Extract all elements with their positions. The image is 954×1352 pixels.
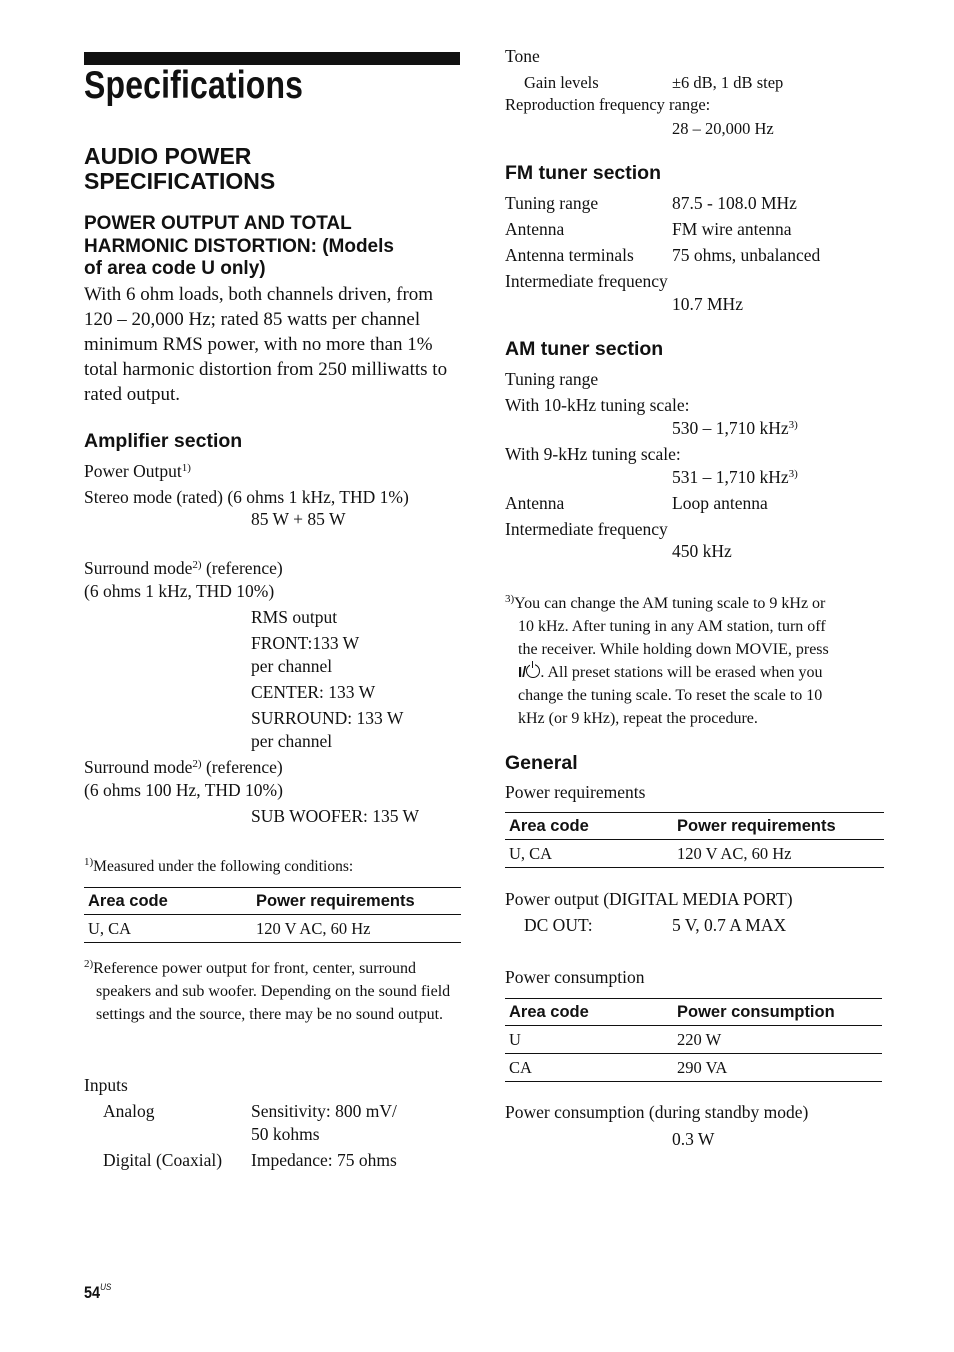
reproduction-range-value: 28 – 20,000 Hz <box>672 119 774 138</box>
table-row <box>505 840 884 868</box>
table-cell-power-consumption: 220 W <box>673 1026 882 1054</box>
table-cell-power-requirements: 120 V AC, 60 Hz <box>252 915 461 943</box>
page-title: Specifications <box>84 64 304 107</box>
am-9khz-scale-label: With 9-kHz tuning scale: <box>505 444 681 464</box>
stereo-mode-value: 85 W + 85 W <box>251 509 346 529</box>
table-header-area-code: Area code <box>84 888 252 915</box>
table-header-row <box>505 813 884 840</box>
am-if-label: Intermediate frequency <box>505 519 668 539</box>
rms-output-label: RMS output <box>251 607 338 627</box>
analog-label: Analog <box>103 1101 155 1121</box>
table-header-power-consumption: Power consumption <box>673 999 882 1026</box>
audio-power-paragraph: With 6 ohm loads, both channels driven, from 120 – 20,000 Hz; rated 85 watts per channel minimum RMS power, with no more than 1% total harmonic distortion from 250 milliwatts to rated output. <box>84 284 448 405</box>
dc-out-label: DC OUT: <box>524 915 593 935</box>
power-requirements-table <box>505 812 884 868</box>
table-header-row <box>505 999 882 1026</box>
audio-power-heading: AUDIO POWER SPECIFICATIONS <box>84 143 276 194</box>
power-icon <box>526 664 540 678</box>
table-cell-area-code: CA <box>505 1054 673 1082</box>
am-10khz-scale-value: 530 – 1,710 kHz$^{3)}$ <box>672 418 798 438</box>
surround-mode-2-condition: (6 ohms 100 Hz, THD 10%) <box>84 780 283 800</box>
fm-antenna-terminals-value: 75 ohms, unbalanced <box>672 245 821 265</box>
power-requirements-label: Power requirements <box>505 782 646 802</box>
fm-if-label: Intermediate frequency <box>505 271 668 291</box>
power-output-subheading: POWER OUTPUT AND TOTAL HARMONIC DISTORTION: (Models of area code U only) <box>84 213 394 279</box>
footnote-1: $^{1)}$Measured under the following conditions: <box>84 856 354 875</box>
table-header-row <box>84 888 461 915</box>
fm-antenna-value: FM wire antenna <box>672 219 792 239</box>
power-output-label: Power Output$^{1)}$ <box>84 461 191 481</box>
standby-consumption-value: 0.3 W <box>672 1129 715 1149</box>
subwoofer-value: SUB WOOFER: 135 W <box>251 806 420 826</box>
power-output-dmp-label: Power output (DIGITAL MEDIA PORT) <box>505 889 793 909</box>
am-antenna-value: Loop antenna <box>672 493 768 513</box>
center-value: CENTER: 133 W <box>251 682 376 702</box>
stereo-mode-label: Stereo mode (rated) (6 ohms 1 kHz, THD 1%) <box>84 487 409 507</box>
front-value: FRONT:133 W <box>251 633 360 653</box>
digital-coaxial-value: Impedance: 75 ohms <box>251 1150 397 1170</box>
table-header-power-requirements: Power requirements <box>673 813 884 840</box>
table-row <box>84 915 461 943</box>
surround-mode-1-label: Surround mode$^{2)}$ (reference) <box>84 558 283 578</box>
power-consumption-table <box>505 998 882 1082</box>
power-consumption-label: Power consumption <box>505 967 645 987</box>
tone-label: Tone <box>505 46 540 66</box>
fm-antenna-terminals-label: Antenna terminals <box>505 245 634 265</box>
table-cell-area-code: U, CA <box>505 840 673 868</box>
standby-consumption-label: Power consumption (during standby mode) <box>505 1102 809 1122</box>
fm-tuner-heading: FM tuner section <box>505 162 662 184</box>
table-header-area-code: Area code <box>505 813 673 840</box>
am-tuner-heading: AM tuner section <box>505 338 664 360</box>
table-cell-area-code: U <box>505 1026 673 1054</box>
amplifier-heading: Amplifier section <box>84 430 243 452</box>
table-header-area-code: Area code <box>505 999 673 1026</box>
dc-out-value: 5 V, 0.7 A MAX <box>672 915 787 935</box>
footnote-3: $^{3)}$You can change the AM tuning scale to 9 kHz or 10 kHz. After tuning in any AM station, turn off the receiver. While holding down MOVIE, press I/ . All preset stations will be erased when you change the tuning scale. To reset the scale to 10 kHz (or 9 kHz), repeat the procedure. <box>505 593 829 727</box>
digital-coaxial-label: Digital (Coaxial) <box>103 1150 223 1170</box>
analog-value-2: 50 kohms <box>251 1124 320 1144</box>
am-9khz-scale-value: 531 – 1,710 kHz$^{3)}$ <box>672 467 798 487</box>
front-per-channel: per channel <box>251 656 333 676</box>
am-tuning-range-label: Tuning range <box>505 369 599 389</box>
reproduction-range-label: Reproduction frequency range: <box>505 95 711 114</box>
inputs-label: Inputs <box>84 1075 128 1095</box>
surround-value: SURROUND: 133 W <box>251 708 404 728</box>
am-antenna-label: Antenna <box>505 493 565 513</box>
footnote-2: $^{2)}$Reference power output for front, center, surround speakers and sub woofer. Depending on the sound field settings and the source, there may be no sound output. <box>84 958 451 1023</box>
table-row <box>505 1054 882 1082</box>
fm-tuning-range-value: 87.5 - 108.0 MHz <box>672 193 797 213</box>
power-symbol-text: I/ <box>518 664 527 681</box>
amplifier-power-table <box>84 887 461 943</box>
fm-antenna-label: Antenna <box>505 219 565 239</box>
table-row <box>505 1026 882 1054</box>
analog-value-1: Sensitivity: 800 mV/ <box>251 1101 397 1121</box>
surround-per-channel: per channel <box>251 731 333 751</box>
gain-levels-label: Gain levels <box>524 73 599 92</box>
page-number: $54^{US}$ <box>84 1282 112 1302</box>
general-heading: General <box>505 752 578 774</box>
table-cell-power-consumption: 290 VA <box>673 1054 882 1082</box>
surround-mode-2-label: Surround mode$^{2)}$ (reference) <box>84 757 283 777</box>
footnote-1-mark: 1) <box>181 462 191 474</box>
table-cell-power-requirements: 120 V AC, 60 Hz <box>673 840 884 868</box>
table-header-power-requirements: Power requirements <box>252 888 461 915</box>
am-10khz-scale-label: With 10-kHz tuning scale: <box>505 395 690 415</box>
table-cell-area-code: U, CA <box>84 915 252 943</box>
surround-mode-1-condition: (6 ohms 1 kHz, THD 10%) <box>84 581 275 601</box>
am-if-value: 450 kHz <box>672 541 732 561</box>
gain-levels-value: ±6 dB, 1 dB step <box>672 73 784 92</box>
fm-tuning-range-label: Tuning range <box>505 193 599 213</box>
fm-if-value: 10.7 MHz <box>672 294 743 314</box>
